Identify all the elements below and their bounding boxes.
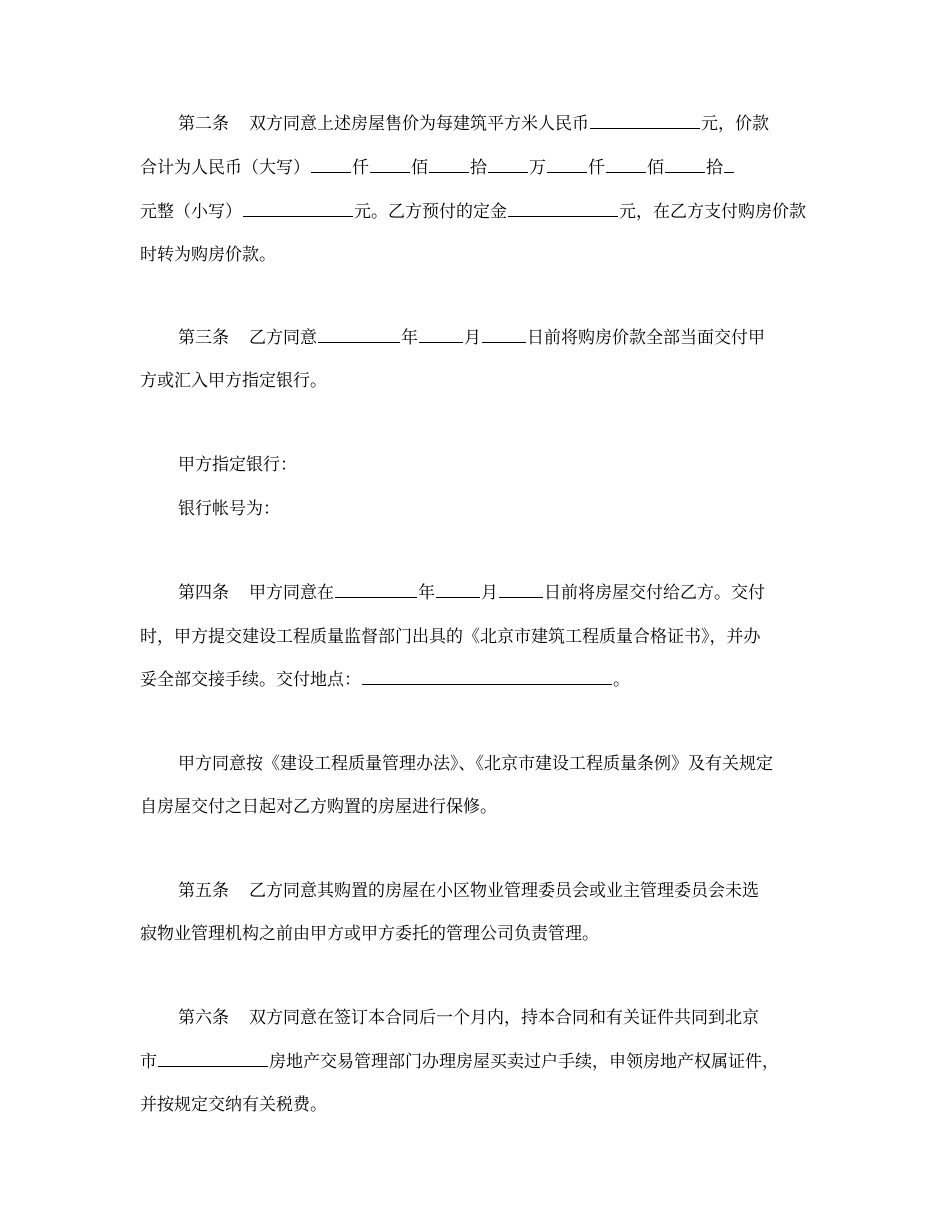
article-4-number: 第四条: [178, 583, 229, 603]
article-5-text: 乙方同意其购置的房屋在小区物业管理委员会或业主管理委员会未选: [249, 881, 759, 901]
date-unit: 年: [401, 328, 418, 348]
unit-label: 拾: [706, 158, 723, 178]
article-4-line-1: [178, 581, 765, 605]
warranty-line-2: 自房屋交付之日起对乙方购置的房屋进行保修。: [140, 797, 497, 817]
month-blank: [436, 581, 480, 598]
unit-label: 拾: [470, 158, 487, 178]
deposit-blank: [508, 200, 618, 217]
year-blank: [318, 326, 400, 343]
date-unit: 月: [481, 583, 498, 603]
article-6-line-3: 并按规定交纳有关税费。: [140, 1095, 327, 1115]
bank-account-label: 银行帐号为：: [178, 499, 280, 519]
article-6-number: 第六条: [178, 1008, 229, 1028]
article-5-line-2: 寂物业管理机构之前由甲方或甲方委托的管理公司负责管理。: [140, 924, 599, 944]
article-4-text: 甲方同意在: [249, 583, 334, 603]
article-2-text: 元，在乙方支付购房价款: [619, 202, 806, 222]
article-6-line-1: [178, 1006, 759, 1030]
price-per-sqm-blank: [590, 112, 700, 129]
day-blank: [482, 326, 526, 343]
date-unit: 月: [464, 328, 481, 348]
amount-blank: [665, 156, 705, 173]
article-5-number: 第五条: [178, 881, 229, 901]
month-blank: [419, 326, 463, 343]
article-2-line-4: 时转为购房价款。: [140, 245, 276, 265]
amount-blank: [488, 156, 528, 173]
designated-bank-label: 甲方指定银行：: [178, 455, 297, 475]
date-unit: 年: [418, 583, 435, 603]
article-4-line-3: [140, 668, 630, 692]
district-blank: [158, 1050, 268, 1067]
unit-label: 佰: [411, 158, 428, 178]
delivery-location-blank: [362, 668, 612, 685]
article-2-text: 元整（小写）: [140, 202, 242, 222]
article-4-text: 。: [613, 670, 630, 690]
article-3-number: 第三条: [178, 328, 229, 348]
article-2-text: 双方同意上述房屋售价为每建筑平方米人民币: [249, 114, 589, 134]
amount-blank: [311, 156, 351, 173]
amount-blank: [547, 156, 587, 173]
article-2-line-1: [178, 112, 769, 136]
amount-blank: [724, 156, 734, 173]
unit-label: 仟: [588, 158, 605, 178]
unit-label: 佰: [647, 158, 664, 178]
article-5-line-1: [178, 879, 759, 903]
article-3-text: 乙方同意: [249, 328, 317, 348]
amount-blank: [429, 156, 469, 173]
article-3-line-1: [178, 326, 765, 350]
unit-label: 万: [529, 158, 546, 178]
article-2-line-2: [140, 156, 735, 180]
warranty-line-1: 甲方同意按《建设工程质量管理办法》、《北京市建设工程质量条例》及有关规定: [178, 754, 773, 774]
article-2-text: 元。乙方预付的定金: [354, 202, 507, 222]
article-2-text: 合计为人民币（大写）: [140, 158, 310, 178]
article-4-line-2: 时，甲方提交建设工程质量监督部门出具的《北京市建筑工程质量合格证书》，并办: [140, 627, 761, 647]
article-3-text: 日前将购房价款全部当面交付甲: [527, 328, 765, 348]
article-3-line-2: 方或汇入甲方指定银行。: [140, 371, 327, 391]
lowercase-amount-blank: [243, 200, 353, 217]
article-6-text: 市: [140, 1052, 157, 1072]
article-4-text: 妥全部交接手续。交付地点：: [140, 670, 361, 690]
article-6-line-2: [140, 1050, 779, 1074]
article-4-text: 日前将房屋交付给乙方。交付: [544, 583, 765, 603]
article-6-text: 双方同意在签订本合同后一个月内，持本合同和有关证件共同到北京: [249, 1008, 759, 1028]
unit-label: 仟: [352, 158, 369, 178]
amount-blank: [606, 156, 646, 173]
article-6-text: 房地产交易管理部门办理房屋买卖过户手续，申领房地产权属证件，: [269, 1052, 779, 1072]
amount-blank: [370, 156, 410, 173]
article-2-text: 元，价款: [701, 114, 769, 134]
article-2-line-3: [140, 200, 806, 224]
year-blank: [335, 581, 417, 598]
article-2-number: 第二条: [178, 114, 229, 134]
day-blank: [499, 581, 543, 598]
